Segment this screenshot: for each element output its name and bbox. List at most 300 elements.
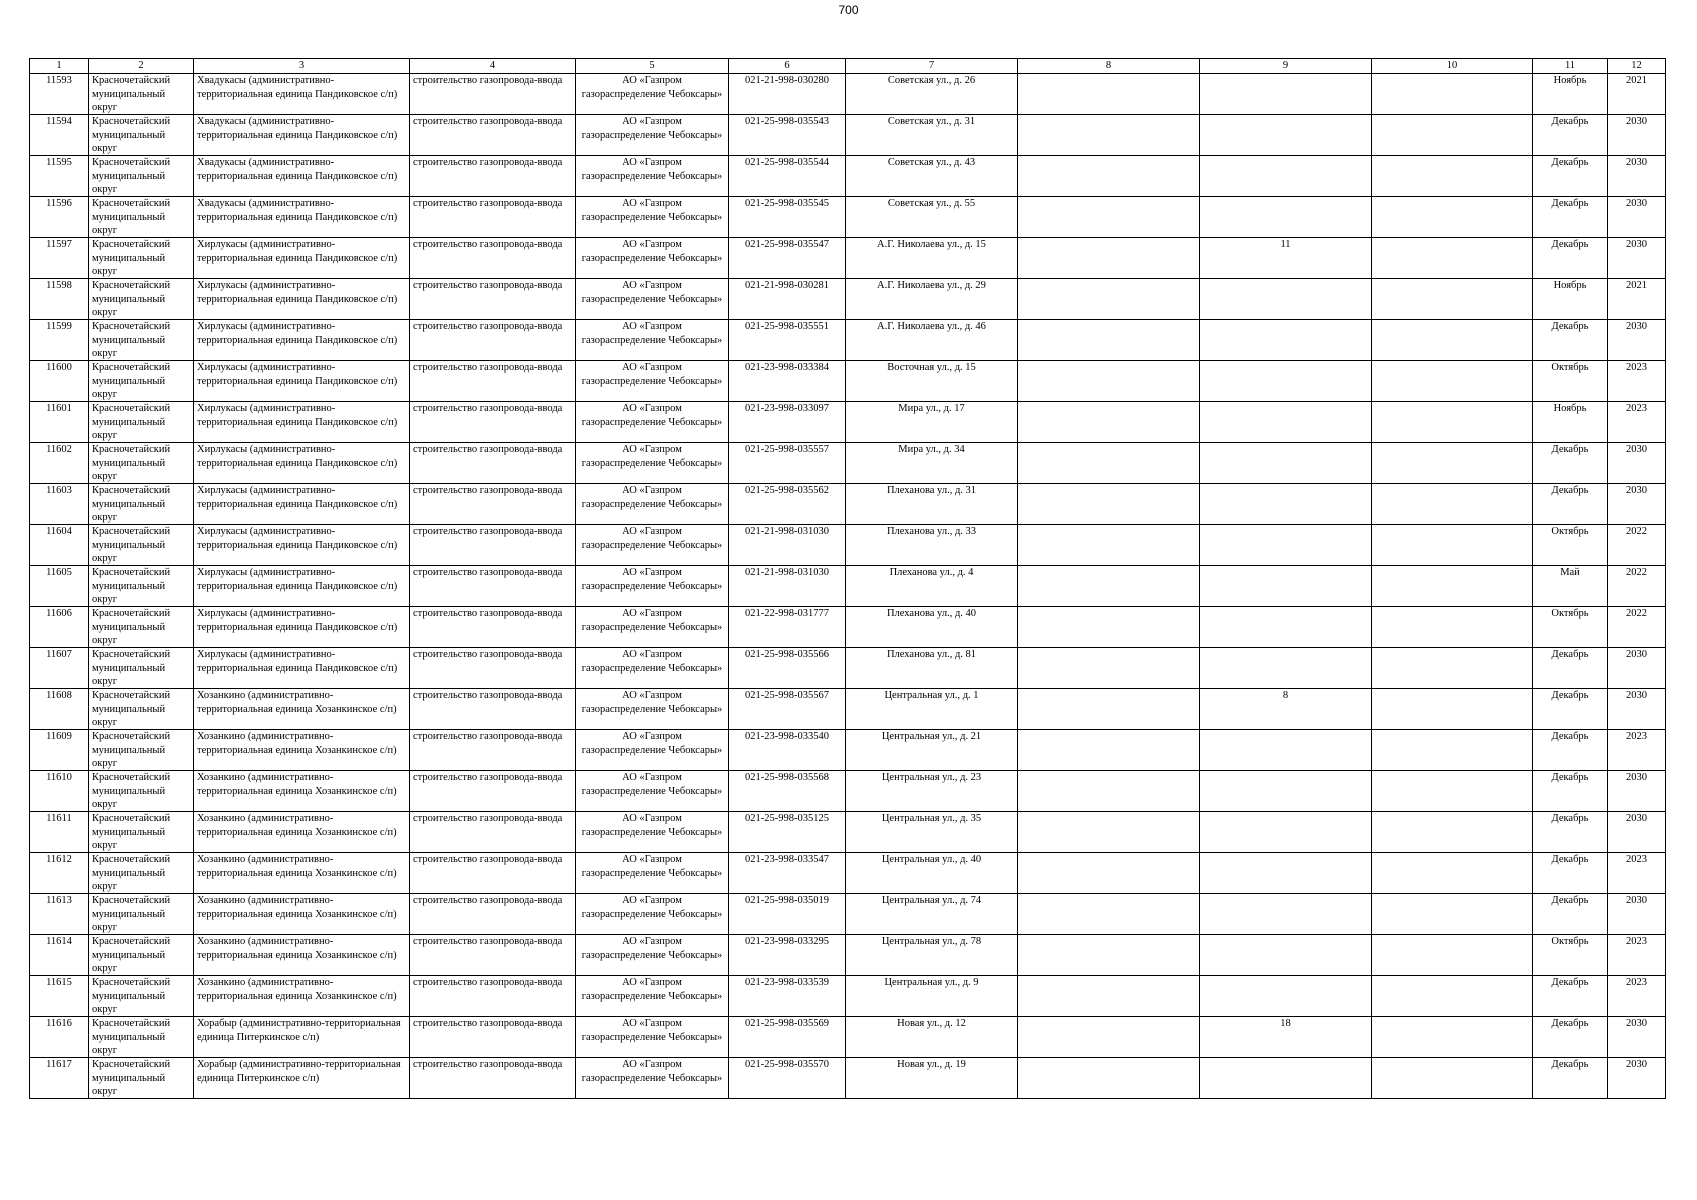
object-code-cell-text: 021-25-998-035567 [745, 690, 829, 701]
work-type-cell [410, 812, 576, 853]
district-cell-text: Красночетайский муниципальный округ [92, 362, 171, 400]
object-code-cell-text: 021-25-998-035544 [745, 157, 829, 168]
year-cell-text: 2022 [1626, 608, 1647, 619]
column-10-cell [1372, 402, 1533, 443]
object-code-cell [729, 976, 846, 1017]
district-cell [89, 402, 194, 443]
month-cell [1533, 894, 1608, 935]
address-cell [846, 484, 1018, 525]
row-number-cell [30, 812, 89, 853]
column-9-cell [1200, 689, 1372, 730]
settlement-cell-text: Хирлукасы (административно-территориальная единица Пандиковское с/п) [197, 403, 398, 428]
organization-cell-text: АО «Газпром газораспределение Чебоксары» [581, 485, 723, 510]
row-number-cell-text: 11615 [46, 977, 72, 988]
work-type-cell-text: строительство газопровода-ввода [413, 854, 563, 865]
column-8-cell [1018, 976, 1200, 1017]
column-10-cell [1372, 607, 1533, 648]
settlement-cell-text: Хозанкино (административно-территориальная единица Хозанкинское с/п) [197, 936, 397, 961]
district-cell-text: Красночетайский муниципальный округ [92, 1059, 171, 1097]
column-9-cell [1200, 607, 1372, 648]
column-9-cell [1200, 115, 1372, 156]
month-cell [1533, 812, 1608, 853]
year-cell [1608, 74, 1666, 115]
organization-cell [576, 730, 729, 771]
address-cell-text: Советская ул., д. 43 [887, 157, 976, 168]
work-type-cell [410, 115, 576, 156]
column-10-cell [1372, 1017, 1533, 1058]
column-9-cell [1200, 1017, 1372, 1058]
organization-cell-text: АО «Газпром газораспределение Чебоксары» [581, 157, 723, 182]
district-cell-text: Красночетайский муниципальный округ [92, 936, 171, 974]
district-cell-text: Красночетайский муниципальный округ [92, 813, 171, 851]
year-cell [1608, 484, 1666, 525]
table-row [30, 689, 1666, 730]
column-10-cell [1372, 525, 1533, 566]
row-number-cell-text: 11603 [46, 485, 72, 496]
column-8-cell [1018, 484, 1200, 525]
object-code-cell [729, 689, 846, 730]
object-code-cell [729, 197, 846, 238]
register-table [29, 58, 1666, 1099]
work-type-cell-text: строительство газопровода-ввода [413, 116, 563, 127]
column-8-cell [1018, 853, 1200, 894]
column-10-cell [1372, 894, 1533, 935]
district-cell-text: Красночетайский муниципальный округ [92, 526, 171, 564]
district-cell-text: Красночетайский муниципальный округ [92, 157, 171, 195]
work-type-cell [410, 156, 576, 197]
district-cell-text: Красночетайский муниципальный округ [92, 895, 171, 933]
table-row [30, 320, 1666, 361]
year-cell-text: 2030 [1626, 1059, 1647, 1070]
work-type-cell-text: строительство газопровода-ввода [413, 526, 563, 537]
settlement-cell [194, 402, 410, 443]
district-cell-text: Красночетайский муниципальный округ [92, 1018, 171, 1056]
object-code-cell [729, 402, 846, 443]
work-type-cell [410, 853, 576, 894]
work-type-cell [410, 689, 576, 730]
column-10-cell [1372, 361, 1533, 402]
address-cell-text: Центральная ул., д. 9 [884, 977, 979, 988]
address-cell [846, 279, 1018, 320]
district-cell [89, 935, 194, 976]
column-9-cell [1200, 320, 1372, 361]
page-number: 700 [838, 3, 859, 17]
work-type-cell [410, 443, 576, 484]
settlement-cell-text: Хирлукасы (административно-территориальная единица Пандиковское с/п) [197, 280, 398, 305]
row-number-cell [30, 115, 89, 156]
object-code-cell-text: 021-23-998-033097 [745, 403, 829, 414]
settlement-cell [194, 320, 410, 361]
column-9-cell [1200, 648, 1372, 689]
row-number-cell-text: 11608 [46, 690, 72, 701]
settlement-cell [194, 935, 410, 976]
year-cell [1608, 730, 1666, 771]
settlement-cell [194, 648, 410, 689]
district-cell-text: Красночетайский муниципальный округ [92, 198, 171, 236]
work-type-cell [410, 525, 576, 566]
object-code-cell [729, 320, 846, 361]
object-code-cell-text: 021-25-998-035562 [745, 485, 829, 496]
table-row [30, 74, 1666, 115]
year-cell-text: 2023 [1626, 362, 1647, 373]
address-cell-text: А.Г. Николаева ул., д. 29 [877, 280, 986, 291]
column-9-cell [1200, 197, 1372, 238]
row-number-cell-text: 11617 [46, 1059, 72, 1070]
month-cell-text: Декабрь [1551, 444, 1589, 455]
organization-cell [576, 156, 729, 197]
settlement-cell-text: Хирлукасы (административно-территориальная единица Пандиковское с/п) [197, 362, 398, 387]
district-cell [89, 238, 194, 279]
month-cell [1533, 689, 1608, 730]
organization-cell-text: АО «Газпром газораспределение Чебоксары» [581, 813, 723, 838]
month-cell-text: Декабрь [1551, 772, 1589, 783]
object-code-cell [729, 238, 846, 279]
table-row [30, 935, 1666, 976]
address-cell [846, 771, 1018, 812]
month-cell-text: Декабрь [1551, 690, 1589, 701]
settlement-cell [194, 484, 410, 525]
address-cell-text: Мира ул., д. 34 [898, 444, 965, 455]
settlement-cell [194, 443, 410, 484]
address-cell-text: А.Г. Николаева ул., д. 46 [877, 321, 986, 332]
table-row [30, 361, 1666, 402]
organization-cell-text: АО «Газпром газораспределение Чебоксары» [581, 444, 723, 469]
column-8-cell [1018, 894, 1200, 935]
district-cell-text: Красночетайский муниципальный округ [92, 116, 171, 154]
object-code-cell-text: 021-25-998-035545 [745, 198, 829, 209]
object-code-cell [729, 566, 846, 607]
address-cell [846, 74, 1018, 115]
settlement-cell-text: Хозанкино (административно-территориальная единица Хозанкинское с/п) [197, 772, 397, 797]
year-cell [1608, 812, 1666, 853]
organization-cell-text: АО «Газпром газораспределение Чебоксары» [581, 526, 723, 551]
object-code-cell [729, 279, 846, 320]
month-cell-text: Октябрь [1551, 526, 1589, 537]
object-code-cell-text: 021-21-998-031030 [745, 526, 829, 537]
year-cell-text: 2023 [1626, 977, 1647, 988]
settlement-cell [194, 238, 410, 279]
table-row [30, 812, 1666, 853]
work-type-cell-text: строительство газопровода-ввода [413, 731, 563, 742]
district-cell-text: Красночетайский муниципальный округ [92, 608, 171, 646]
row-number-cell [30, 935, 89, 976]
organization-cell [576, 443, 729, 484]
address-cell [846, 238, 1018, 279]
object-code-cell-text: 021-23-998-033539 [745, 977, 829, 988]
address-cell-text: Центральная ул., д. 35 [881, 813, 982, 824]
work-type-cell-text: строительство газопровода-ввода [413, 567, 563, 578]
work-type-cell [410, 976, 576, 1017]
organization-cell [576, 320, 729, 361]
object-code-cell-text: 021-21-998-030280 [745, 75, 829, 86]
row-number-cell [30, 279, 89, 320]
table-row [30, 279, 1666, 320]
row-number-cell-text: 11598 [46, 280, 72, 291]
column-10-cell [1372, 156, 1533, 197]
column-8-cell [1018, 320, 1200, 361]
month-cell [1533, 976, 1608, 1017]
column-8-cell [1018, 402, 1200, 443]
object-code-cell [729, 443, 846, 484]
district-cell [89, 1058, 194, 1099]
work-type-cell-text: строительство газопровода-ввода [413, 649, 563, 660]
district-cell-text: Красночетайский муниципальный округ [92, 321, 171, 359]
column-10-cell [1372, 74, 1533, 115]
work-type-cell-text: строительство газопровода-ввода [413, 813, 563, 824]
organization-cell [576, 279, 729, 320]
object-code-cell-text: 021-21-998-030281 [745, 280, 829, 291]
month-cell [1533, 197, 1608, 238]
year-cell-text: 2030 [1626, 198, 1647, 209]
district-cell [89, 279, 194, 320]
row-number-cell-text: 11616 [46, 1018, 72, 1029]
row-number-cell-text: 11614 [46, 936, 72, 947]
address-cell-text: Плеханова ул., д. 40 [886, 608, 977, 619]
address-cell [846, 812, 1018, 853]
work-type-cell-text: строительство газопровода-ввода [413, 157, 563, 168]
address-cell [846, 443, 1018, 484]
work-type-cell-text: строительство газопровода-ввода [413, 239, 563, 250]
column-9-cell [1200, 238, 1372, 279]
year-cell-text: 2030 [1626, 239, 1647, 250]
column-10-cell [1372, 115, 1533, 156]
row-number-cell-text: 11611 [46, 813, 72, 824]
organization-cell-text: АО «Газпром газораспределение Чебоксары» [581, 854, 723, 879]
column-9-cell [1200, 156, 1372, 197]
settlement-cell-text: Хозанкино (административно-территориальная единица Хозанкинское с/п) [197, 977, 397, 1002]
month-cell [1533, 320, 1608, 361]
organization-cell [576, 525, 729, 566]
row-number-cell [30, 1017, 89, 1058]
settlement-cell-text: Хозанкино (административно-территориальная единица Хозанкинское с/п) [197, 854, 397, 879]
column-8-cell [1018, 238, 1200, 279]
address-cell-text: Центральная ул., д. 40 [881, 854, 982, 865]
district-cell-text: Красночетайский муниципальный округ [92, 444, 171, 482]
row-number-cell-text: 11612 [46, 854, 72, 865]
column-9-cell [1200, 935, 1372, 976]
object-code-cell-text: 021-23-998-033384 [745, 362, 829, 373]
organization-cell [576, 853, 729, 894]
settlement-cell-text: Хирлукасы (административно-территориальная единица Пандиковское с/п) [197, 485, 398, 510]
row-number-cell [30, 976, 89, 1017]
settlement-cell [194, 156, 410, 197]
district-cell [89, 197, 194, 238]
organization-cell-text: АО «Газпром газораспределение Чебоксары» [581, 608, 723, 633]
column-10-cell [1372, 197, 1533, 238]
work-type-cell [410, 197, 576, 238]
settlement-cell [194, 197, 410, 238]
month-cell [1533, 402, 1608, 443]
settlement-cell [194, 607, 410, 648]
district-cell-text: Красночетайский муниципальный округ [92, 239, 171, 277]
work-type-cell [410, 238, 576, 279]
settlement-cell-text: Хвадукасы (административно-территориальная единица Пандиковское с/п) [197, 75, 398, 100]
column-9-cell [1200, 730, 1372, 771]
settlement-cell [194, 74, 410, 115]
table-row [30, 894, 1666, 935]
organization-cell [576, 935, 729, 976]
work-type-cell [410, 484, 576, 525]
month-cell-text: Декабрь [1551, 854, 1589, 865]
work-type-cell-text: строительство газопровода-ввода [413, 444, 563, 455]
district-cell [89, 812, 194, 853]
table-row [30, 443, 1666, 484]
month-cell-text: Декабрь [1551, 321, 1589, 332]
year-cell-text: 2030 [1626, 1018, 1647, 1029]
row-number-cell-text: 11604 [46, 526, 72, 537]
column-10-cell [1372, 1058, 1533, 1099]
district-cell [89, 730, 194, 771]
work-type-cell-text: строительство газопровода-ввода [413, 1018, 563, 1029]
column-9-cell [1200, 525, 1372, 566]
district-cell [89, 525, 194, 566]
row-number-cell [30, 525, 89, 566]
month-cell-text: Декабрь [1551, 813, 1589, 824]
year-cell [1608, 238, 1666, 279]
address-cell [846, 689, 1018, 730]
object-code-cell-text: 021-21-998-031030 [745, 567, 829, 578]
work-type-cell-text: строительство газопровода-ввода [413, 75, 563, 86]
table-row [30, 771, 1666, 812]
organization-cell-text: АО «Газпром газораспределение Чебоксары» [581, 239, 723, 264]
district-cell-text: Красночетайский муниципальный округ [92, 690, 171, 728]
object-code-cell [729, 115, 846, 156]
month-cell-text: Декабрь [1551, 649, 1589, 660]
column-8-cell [1018, 1017, 1200, 1058]
month-cell [1533, 648, 1608, 689]
work-type-cell [410, 1058, 576, 1099]
district-cell [89, 566, 194, 607]
work-type-cell [410, 771, 576, 812]
object-code-cell [729, 607, 846, 648]
column-8-cell [1018, 566, 1200, 607]
organization-cell [576, 689, 729, 730]
column-9-cell [1200, 361, 1372, 402]
organization-cell-text: АО «Газпром газораспределение Чебоксары» [581, 198, 723, 223]
column-header-3: 3 [194, 59, 410, 74]
month-cell [1533, 935, 1608, 976]
year-cell [1608, 1058, 1666, 1099]
object-code-cell [729, 935, 846, 976]
work-type-cell [410, 607, 576, 648]
work-type-cell [410, 279, 576, 320]
settlement-cell-text: Хозанкино (административно-территориальная единица Хозанкинское с/п) [197, 731, 397, 756]
column-10-cell [1372, 648, 1533, 689]
year-cell [1608, 320, 1666, 361]
column-8-cell [1018, 115, 1200, 156]
year-cell-text: 2023 [1626, 936, 1647, 947]
row-number-cell [30, 238, 89, 279]
settlement-cell [194, 115, 410, 156]
district-cell [89, 607, 194, 648]
year-cell-text: 2023 [1626, 854, 1647, 865]
object-code-cell [729, 894, 846, 935]
column-10-cell [1372, 730, 1533, 771]
year-cell [1608, 197, 1666, 238]
address-cell-text: Советская ул., д. 26 [887, 75, 976, 86]
year-cell [1608, 402, 1666, 443]
settlement-cell-text: Хвадукасы (административно-территориальная единица Пандиковское с/п) [197, 157, 398, 182]
year-cell [1608, 443, 1666, 484]
row-number-cell [30, 730, 89, 771]
organization-cell [576, 812, 729, 853]
district-cell [89, 443, 194, 484]
work-type-cell-text: строительство газопровода-ввода [413, 895, 563, 906]
month-cell [1533, 607, 1608, 648]
row-number-cell-text: 11610 [46, 772, 72, 783]
column-10-cell [1372, 853, 1533, 894]
row-number-cell [30, 771, 89, 812]
organization-cell-text: АО «Газпром газораспределение Чебоксары» [581, 1059, 723, 1084]
object-code-cell [729, 812, 846, 853]
year-cell-text: 2030 [1626, 116, 1647, 127]
object-code-cell-text: 021-25-998-035125 [745, 813, 829, 824]
month-cell [1533, 853, 1608, 894]
table-row [30, 197, 1666, 238]
district-cell [89, 1017, 194, 1058]
organization-cell-text: АО «Газпром газораспределение Чебоксары» [581, 116, 723, 141]
work-type-cell [410, 402, 576, 443]
object-code-cell-text: 021-25-998-035566 [745, 649, 829, 660]
row-number-cell-text: 11607 [46, 649, 72, 660]
table-row [30, 525, 1666, 566]
organization-cell [576, 361, 729, 402]
district-cell-text: Красночетайский муниципальный округ [92, 649, 171, 687]
column-9-cell [1200, 1058, 1372, 1099]
address-cell-text: Мира ул., д. 17 [898, 403, 965, 414]
work-type-cell [410, 730, 576, 771]
organization-cell-text: АО «Газпром газораспределение Чебоксары» [581, 567, 723, 592]
row-number-cell [30, 607, 89, 648]
month-cell [1533, 1058, 1608, 1099]
table-row [30, 484, 1666, 525]
year-cell [1608, 361, 1666, 402]
column-10-cell [1372, 689, 1533, 730]
address-cell [846, 402, 1018, 443]
month-cell-text: Ноябрь [1553, 280, 1587, 291]
settlement-cell-text: Хозанкино (административно-территориальная единица Хозанкинское с/п) [197, 690, 397, 715]
month-cell [1533, 279, 1608, 320]
work-type-cell-text: строительство газопровода-ввода [413, 690, 563, 701]
row-number-cell-text: 11597 [46, 239, 72, 250]
object-code-cell-text: 021-25-998-035568 [745, 772, 829, 783]
object-code-cell [729, 771, 846, 812]
settlement-cell [194, 525, 410, 566]
settlement-cell-text: Хвадукасы (административно-территориальная единица Пандиковское с/п) [197, 198, 398, 223]
row-number-cell [30, 320, 89, 361]
year-cell-text: 2030 [1626, 772, 1647, 783]
organization-cell [576, 402, 729, 443]
year-cell [1608, 935, 1666, 976]
month-cell-text: Декабрь [1551, 239, 1589, 250]
object-code-cell [729, 74, 846, 115]
year-cell [1608, 279, 1666, 320]
year-cell [1608, 976, 1666, 1017]
year-cell [1608, 853, 1666, 894]
row-number-cell [30, 648, 89, 689]
month-cell [1533, 1017, 1608, 1058]
month-cell [1533, 74, 1608, 115]
column-8-cell [1018, 74, 1200, 115]
settlement-cell-text: Хозанкино (административно-территориальная единица Хозанкинское с/п) [197, 813, 397, 838]
address-cell-text: Центральная ул., д. 1 [884, 690, 979, 701]
district-cell [89, 156, 194, 197]
organization-cell-text: АО «Газпром газораспределение Чебоксары» [581, 772, 723, 797]
month-cell-text: Ноябрь [1553, 75, 1587, 86]
object-code-cell [729, 853, 846, 894]
column-header-10: 10 [1372, 59, 1533, 74]
district-cell [89, 976, 194, 1017]
